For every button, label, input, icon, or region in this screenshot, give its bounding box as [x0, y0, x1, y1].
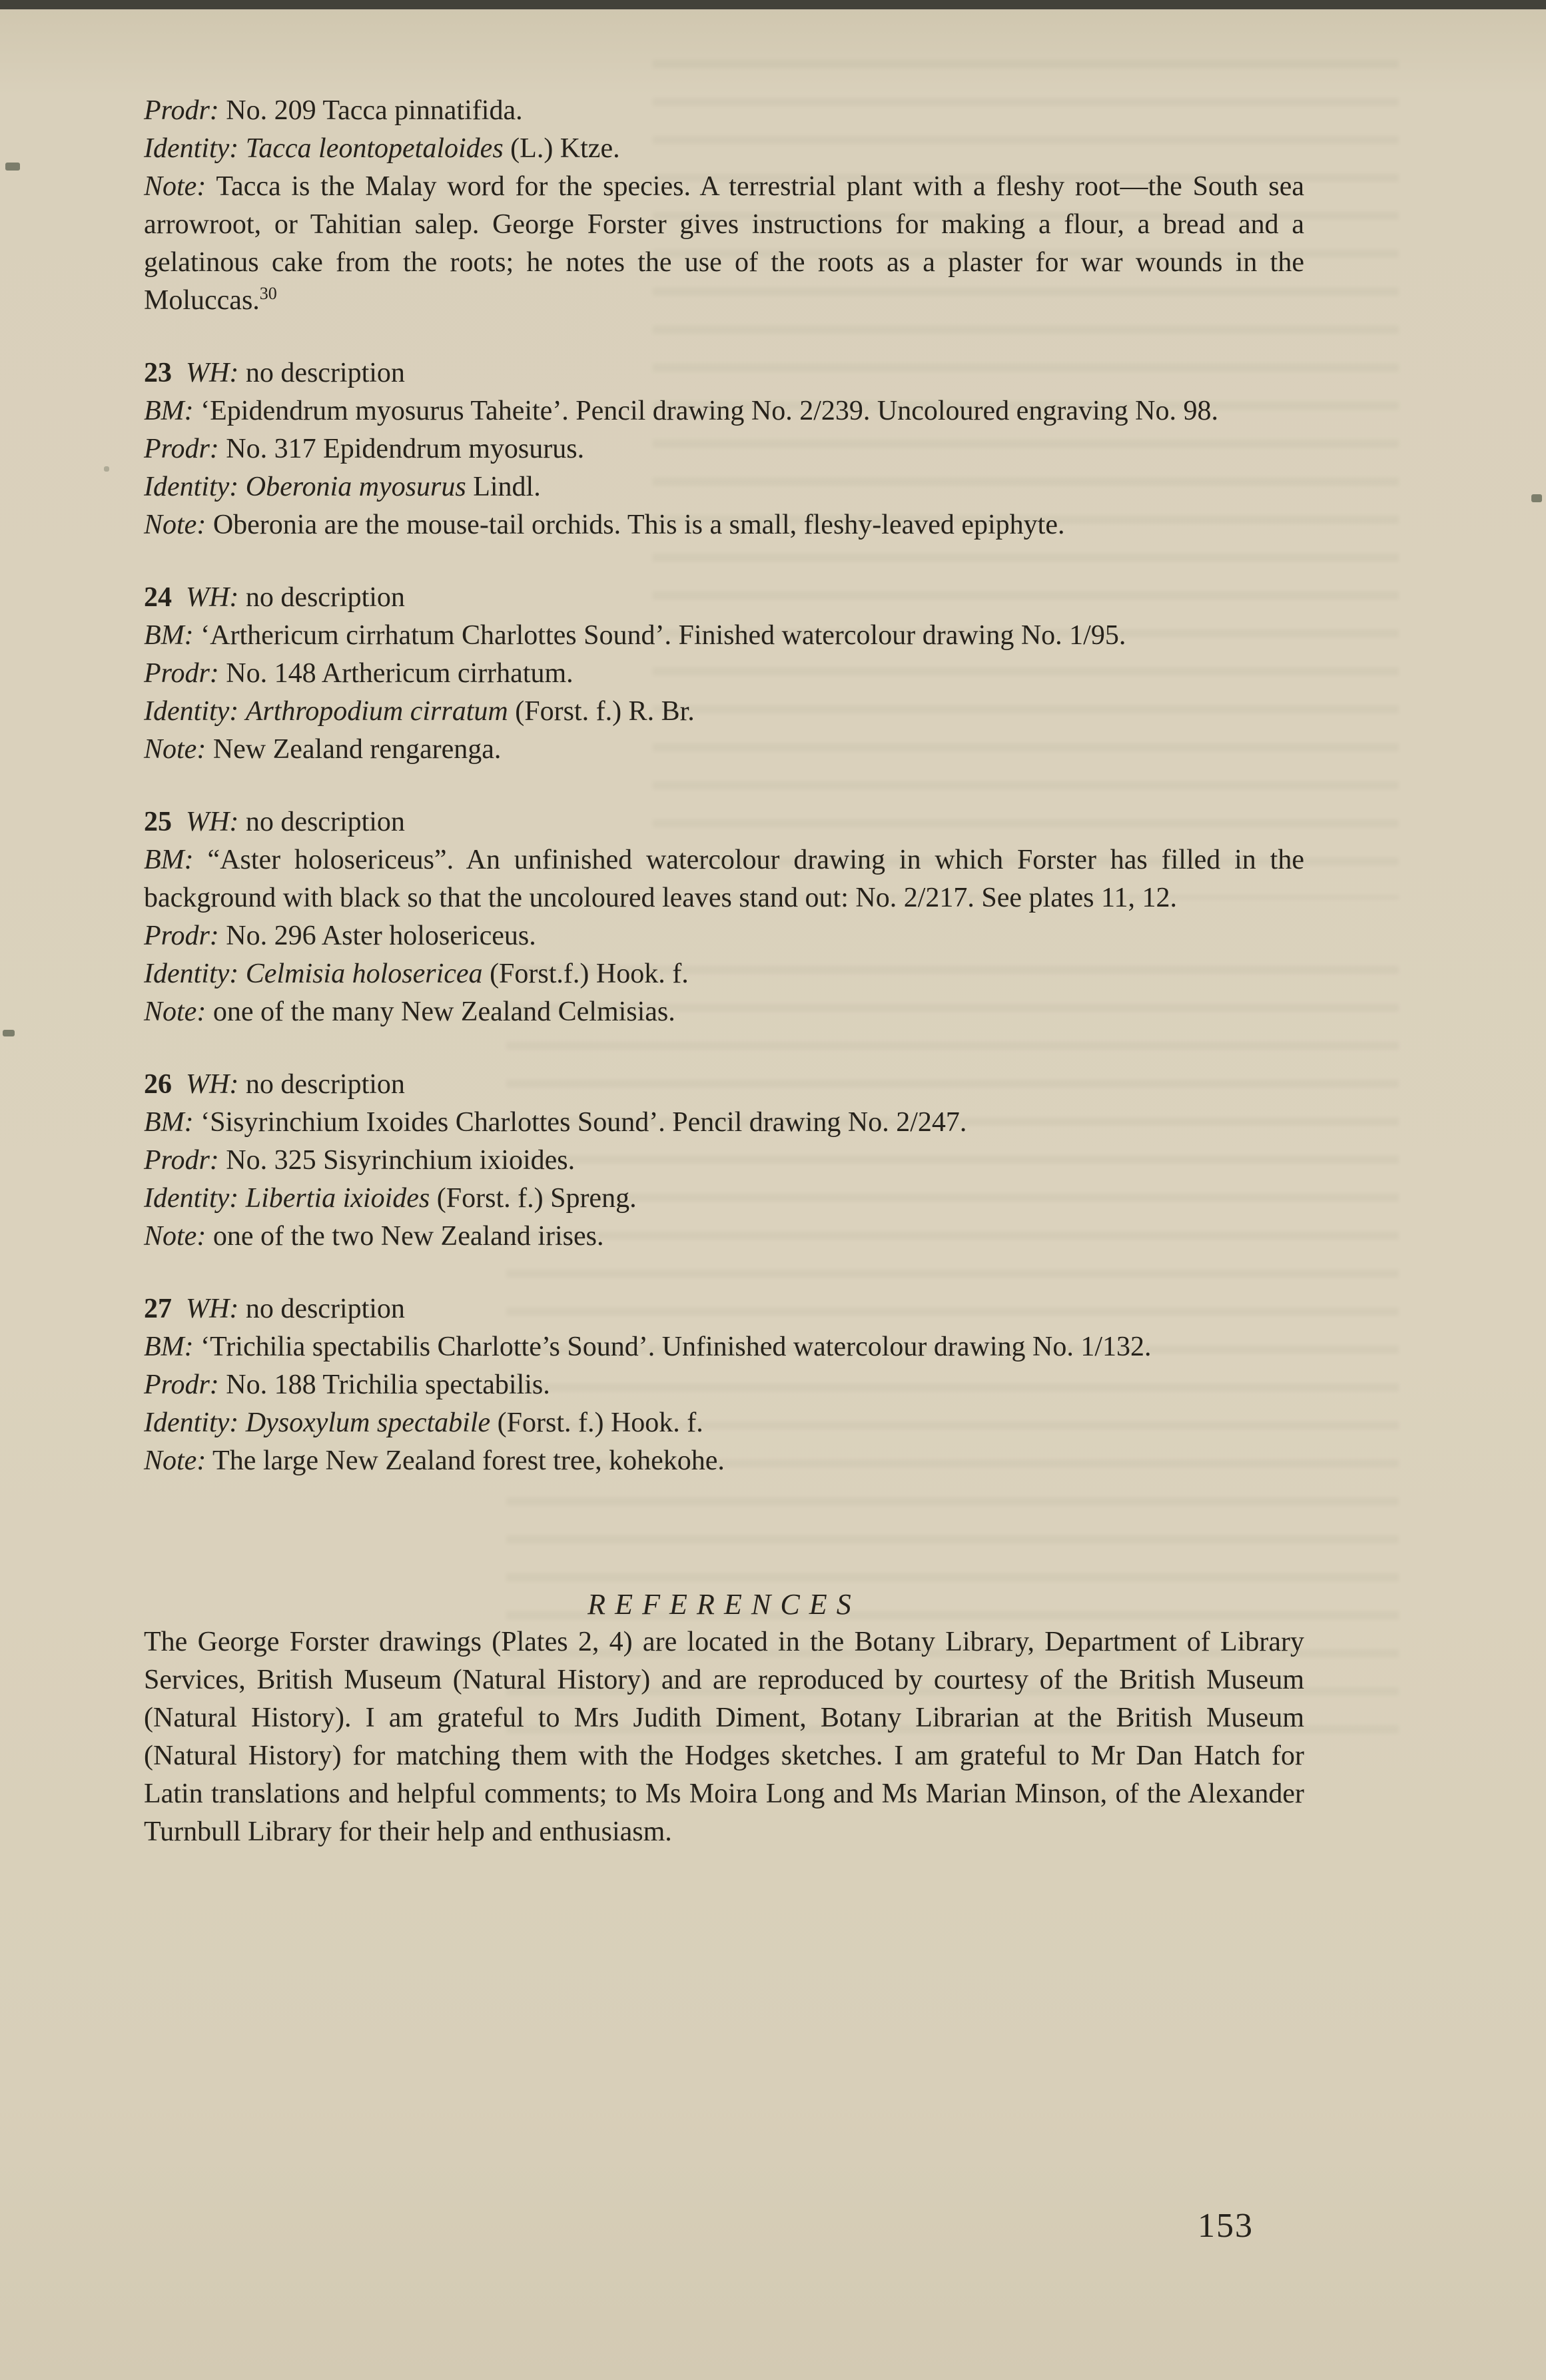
text-segment: Celmisia holosericea — [245, 959, 483, 989]
text-segment: No. 325 Sisyrinchium ixioides. — [218, 1145, 576, 1176]
note-line — [144, 731, 1304, 769]
text-segment: Libertia ixioides — [245, 1183, 430, 1214]
scan-edge — [0, 0, 1546, 9]
prodr-line — [144, 655, 1304, 693]
text-segment: Note: — [144, 510, 206, 540]
bm-line — [144, 617, 1304, 655]
entry-22-continuation — [144, 92, 1304, 320]
text-segment: Tacca leontopetaloides — [245, 133, 504, 164]
text-segment: (Forst.f.) Hook. f. — [482, 959, 689, 989]
text-segment: Identity: — [144, 1183, 239, 1214]
text-segment: Prodr: — [144, 658, 219, 689]
text-segment: “Aster holosericeus”. An unfinished watercolour drawing in which Forster has filled in the background with black so that the uncoloured leaves stand out: No. 2/217. See plates 11, 12. — [144, 845, 1304, 913]
text-segment: No. 188 Trichilia spectabilis. — [218, 1370, 550, 1400]
references-heading: REFERENCES — [587, 1588, 861, 1621]
text-segment: 24 — [144, 582, 172, 613]
footnote-reference: 30 — [259, 284, 277, 303]
note-line — [144, 506, 1304, 544]
bm-line — [144, 1328, 1304, 1366]
text-segment — [238, 133, 246, 164]
text-segment: Identity: — [144, 133, 239, 164]
text-segment: WH: — [186, 1069, 239, 1100]
entry-heading — [144, 354, 1304, 392]
text-segment: Note: — [144, 996, 206, 1027]
text-segment: 25 — [144, 807, 172, 837]
entry-23 — [144, 354, 1304, 544]
text-segment: ‘Epidendrum myosurus Taheite’. Pencil drawing No. 2/239. Uncoloured engraving No. 98. — [193, 396, 1218, 426]
bm-line — [144, 1104, 1304, 1142]
prodr-line — [144, 430, 1304, 468]
scan-speck — [3, 1030, 15, 1036]
references-paragraph: The George Forster drawings (Plates 2, 4) are located in the Botany Library, Department of Library Services, British Museum (Natural History) and are reproduced by courtesy of the British Museum (Natural History). I am grateful to Mrs Judith Diment, Botany Librarian at the British Museum (Natural History) for matching them with the Hodges sketches. I am grateful to Mr Dan Hatch for Latin translations and helpful comments; to Ms Moira Long and Ms Marian Minson, of the Alexander Turnbull Library for their help and enthusiasm. — [144, 1627, 1304, 1847]
text-segment: Prodr: — [144, 1370, 219, 1400]
entry-27 — [144, 1290, 1304, 1480]
text-segment: Identity: — [144, 696, 239, 727]
text-segment: (L.) Ktze. — [503, 133, 620, 164]
text-segment: BM: — [144, 1332, 194, 1362]
identity-line — [144, 130, 1304, 168]
text-segment: 26 — [144, 1069, 172, 1100]
text-segment: Arthropodium cirratum — [245, 696, 508, 727]
entry-25 — [144, 803, 1304, 1031]
text-segment: Prodr: — [144, 921, 219, 951]
text-segment: ‘Trichilia spectabilis Charlotte’s Sound’. Unfinished watercolour drawing No. 1/132. — [193, 1332, 1152, 1362]
entry-heading — [144, 1066, 1304, 1104]
text-segment: WH: — [186, 807, 239, 837]
text-segment: No. 296 Aster holosericeus. — [218, 921, 536, 951]
prodr-line — [144, 917, 1304, 955]
text-segment: Note: — [144, 734, 206, 765]
text-segment: Identity: — [144, 1407, 239, 1438]
identity-line — [144, 468, 1304, 506]
text-segment: Prodr: — [144, 434, 219, 464]
note-line — [144, 168, 1304, 320]
text-segment — [172, 1294, 186, 1324]
text-segment: Note: — [144, 1221, 206, 1252]
page-number: 153 — [1198, 2207, 1254, 2245]
prodr-line — [144, 1366, 1304, 1404]
prodr-line — [144, 92, 1304, 130]
text-segment: Identity: — [144, 472, 239, 502]
text-segment: no description — [238, 358, 405, 388]
text-segment: no description — [238, 807, 405, 837]
text-segment: Oberonia myosurus — [245, 472, 466, 502]
text-segment: BM: — [144, 396, 194, 426]
text-segment — [238, 1407, 246, 1438]
text-segment: No. 209 Tacca pinnatifida. — [218, 95, 523, 126]
text-segment — [172, 582, 186, 613]
text-segment — [172, 1069, 186, 1100]
text-segment: Lindl. — [466, 472, 541, 502]
text-segment: The large New Zealand forest tree, kohekohe. — [206, 1445, 725, 1476]
text-segment: WH: — [186, 582, 239, 613]
text-segment: New Zealand rengarenga. — [206, 734, 502, 765]
text-segment: BM: — [144, 620, 194, 651]
note-line — [144, 1442, 1304, 1480]
prodr-line — [144, 1142, 1304, 1180]
text-segment — [238, 1183, 246, 1214]
identity-line — [144, 955, 1304, 993]
text-segment — [238, 472, 246, 502]
text-segment: Prodr: — [144, 1145, 219, 1176]
identity-line — [144, 693, 1304, 731]
entry-heading — [144, 803, 1304, 841]
bm-line — [144, 392, 1304, 430]
scan-speck — [104, 466, 109, 472]
text-segment: Tacca is the Malay word for the species. A terrestrial plant with a fleshy root—the South sea arrowroot, or Tahitian salep. George Forster gives instructions for making a flour, a bread and a gelatinous cake from the roots; he notes the use of the roots as a plaster for war wounds in the Moluccas. — [144, 171, 1304, 316]
text-segment: (Forst. f.) R. Br. — [508, 696, 695, 727]
text-segment: No. 148 Arthericum cirrhatum. — [218, 658, 574, 689]
text-segment: one of the many New Zealand Celmisias. — [206, 996, 675, 1027]
text-segment: WH: — [186, 358, 239, 388]
text-segment: No. 317 Epidendrum myosurus. — [218, 434, 585, 464]
text-segment: Note: — [144, 1445, 206, 1476]
text-segment: no description — [238, 1069, 405, 1100]
text-segment: Note: — [144, 171, 206, 202]
text-segment — [238, 696, 246, 727]
note-line — [144, 1218, 1304, 1256]
text-segment: (Forst. f.) Hook. f. — [490, 1407, 703, 1438]
entry-heading — [144, 579, 1304, 617]
scan-speck — [5, 163, 20, 171]
scan-speck — [1531, 494, 1542, 502]
text-segment: Oberonia are the mouse-tail orchids. This is a small, fleshy-leaved epiphyte. — [206, 510, 1065, 540]
text-segment: BM: — [144, 1107, 194, 1138]
text-segment: 27 — [144, 1294, 172, 1324]
text-block — [144, 92, 1304, 1851]
text-segment: BM: — [144, 845, 194, 875]
entry-heading — [144, 1290, 1304, 1328]
text-segment: Identity: — [144, 959, 239, 989]
text-segment: WH: — [186, 1294, 239, 1324]
text-segment: no description — [238, 582, 405, 613]
text-segment — [238, 959, 246, 989]
text-segment: no description — [238, 1294, 405, 1324]
text-segment — [172, 807, 186, 837]
text-segment: one of the two New Zealand irises. — [206, 1221, 604, 1252]
identity-line — [144, 1404, 1304, 1442]
text-segment: (Forst. f.) Spreng. — [430, 1183, 637, 1214]
text-segment — [172, 358, 186, 388]
text-segment: Dysoxylum spectabile — [245, 1407, 491, 1438]
bm-line — [144, 841, 1304, 917]
text-segment: 23 — [144, 358, 172, 388]
entry-24 — [144, 579, 1304, 769]
text-segment: ‘Sisyrinchium Ixoides Charlottes Sound’. Pencil drawing No. 2/247. — [193, 1107, 967, 1138]
identity-line — [144, 1180, 1304, 1218]
note-line — [144, 993, 1304, 1031]
text-segment: Prodr: — [144, 95, 219, 126]
text-segment: ‘Arthericum cirrhatum Charlottes Sound’. Finished watercolour drawing No. 1/95. — [193, 620, 1126, 651]
entry-26 — [144, 1066, 1304, 1256]
